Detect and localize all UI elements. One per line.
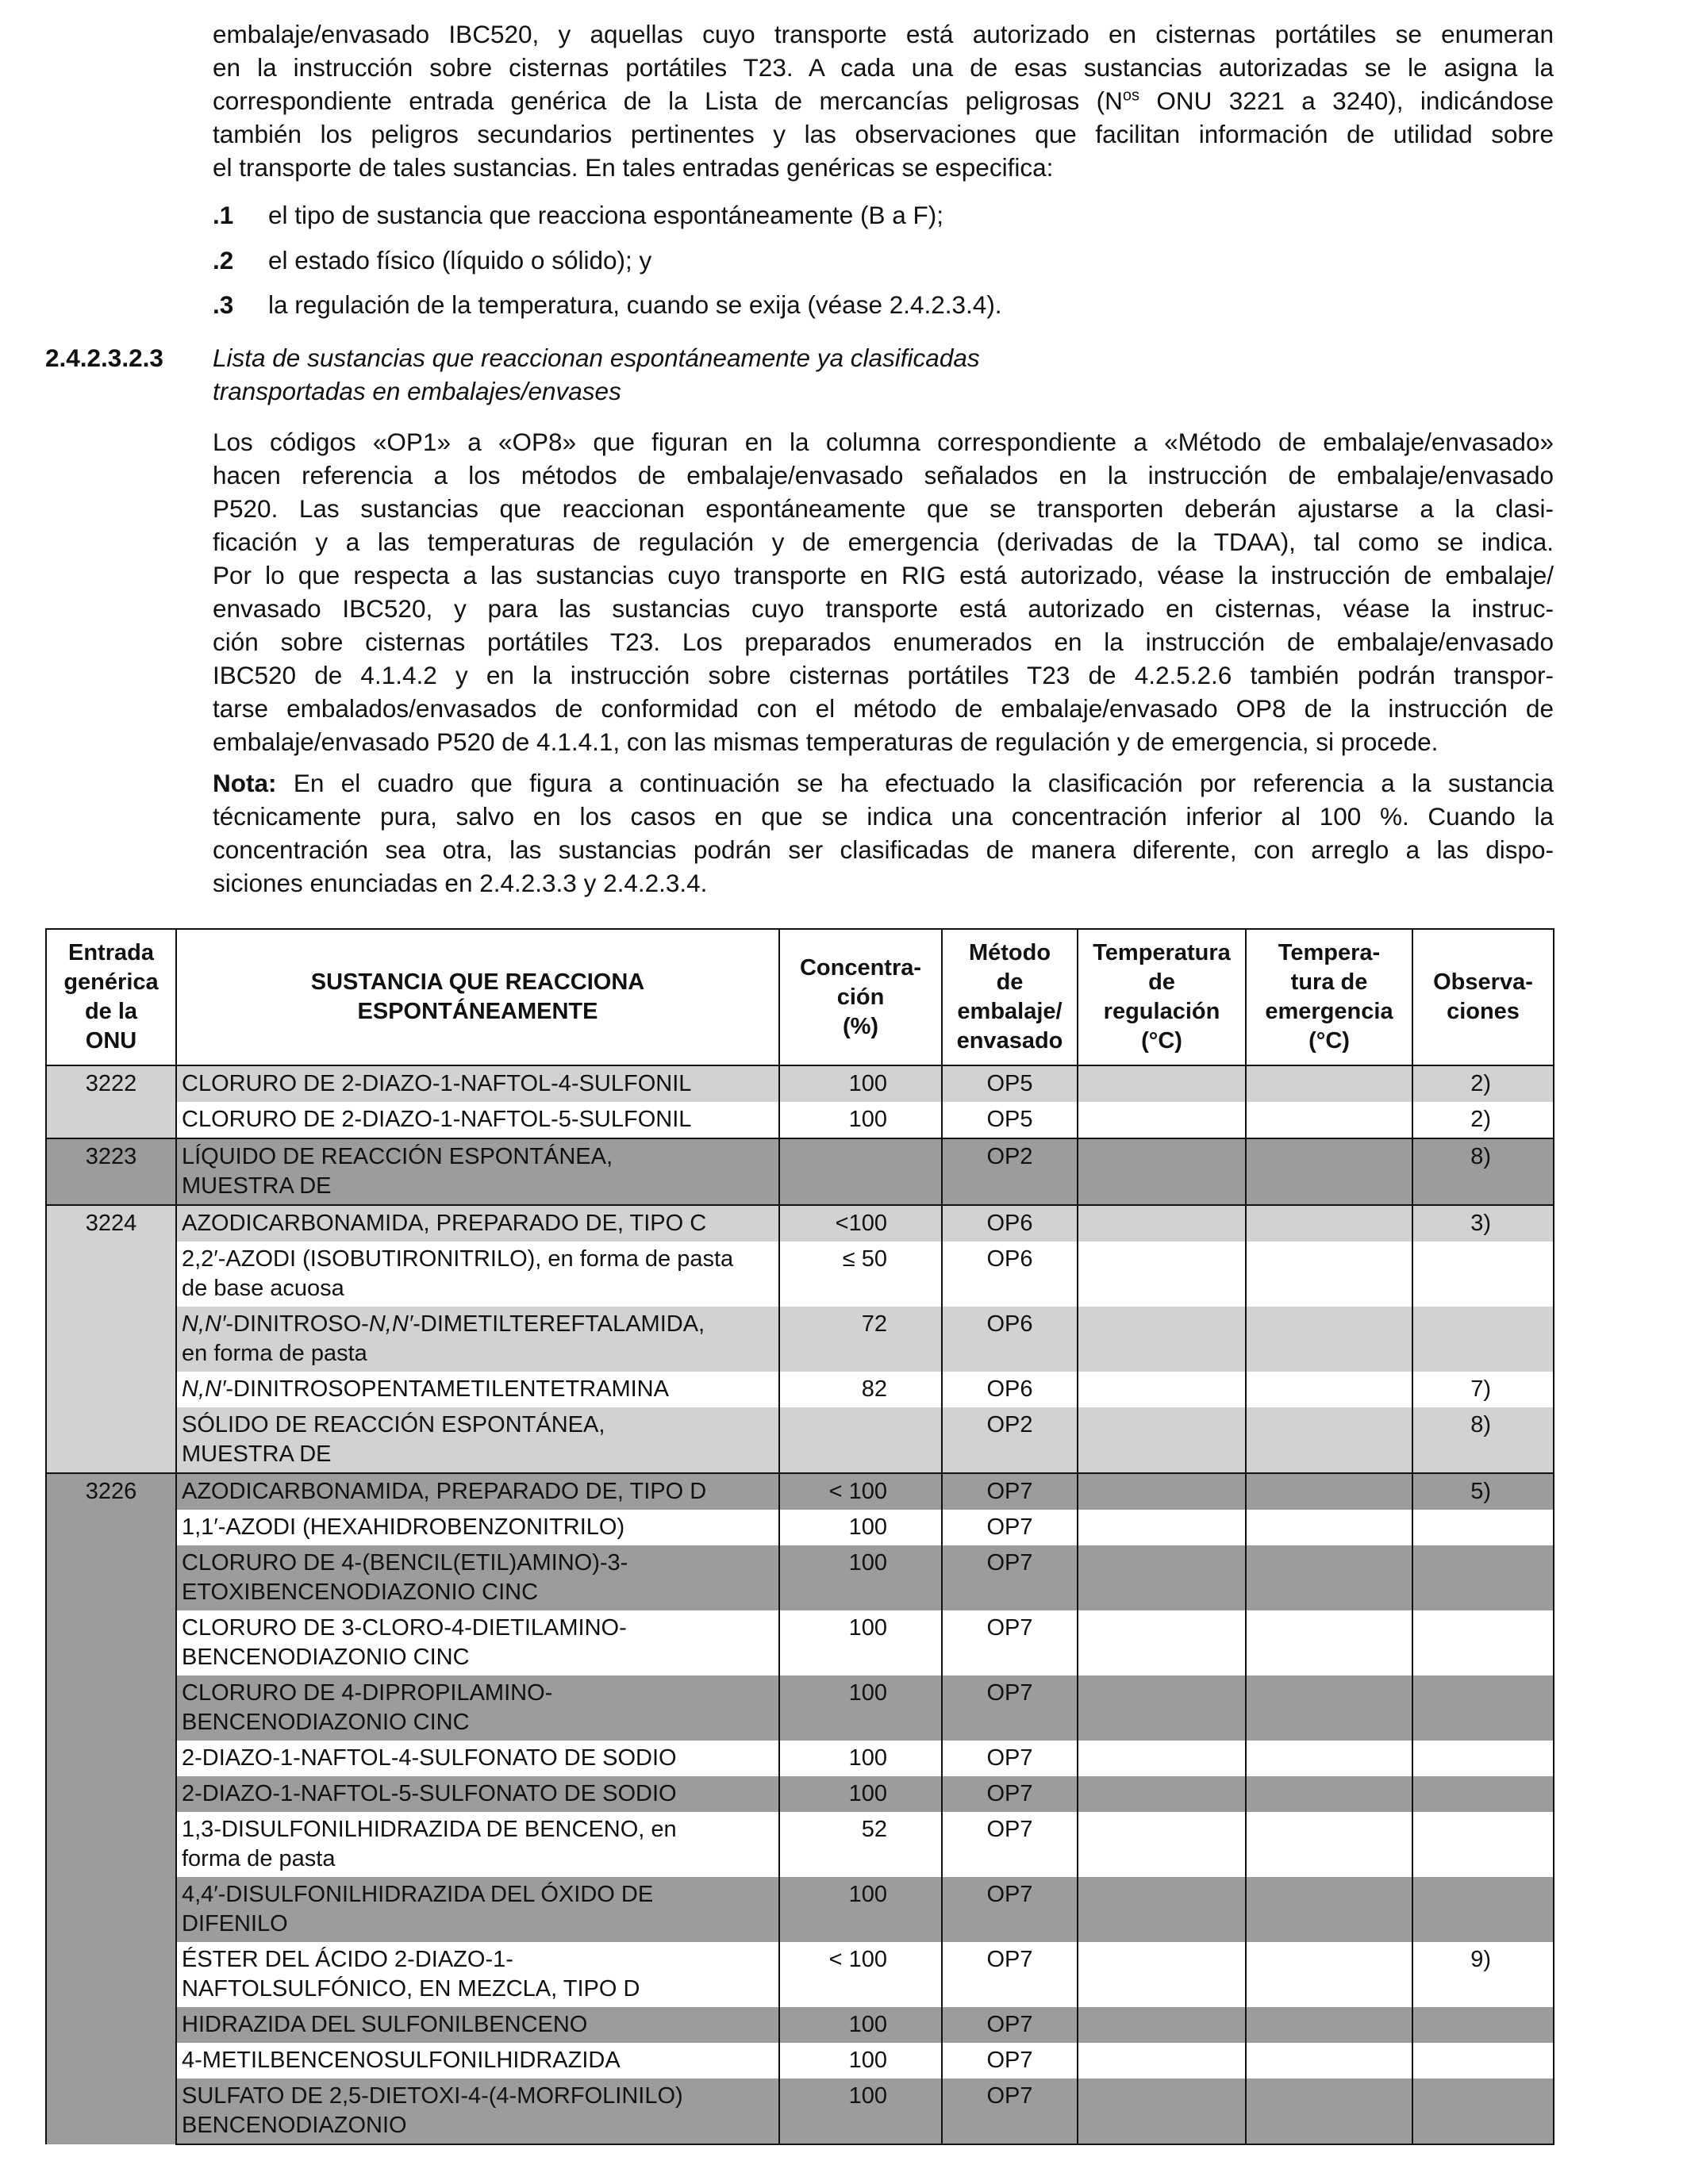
concentration-cell: 100 bbox=[779, 1776, 942, 1812]
emergency-temperature-cell bbox=[1246, 1510, 1412, 1545]
emergency-temperature-cell bbox=[1246, 1877, 1412, 1942]
table-row bbox=[46, 1942, 1554, 2007]
remarks-cell: 3) bbox=[1412, 1205, 1554, 1242]
un-number-cell: 3222 bbox=[46, 1065, 176, 1138]
concentration-cell: < 100 bbox=[779, 1473, 942, 1510]
para-line: envasado IBC520, y para las sustancias cuyo transporte está autorizado en cisternas, véase la instruc- bbox=[213, 594, 1554, 623]
emergency-temperature-cell bbox=[1246, 1307, 1412, 1372]
method-cell: OP7 bbox=[942, 1510, 1078, 1545]
emergency-temperature-cell bbox=[1246, 1776, 1412, 1812]
table-row bbox=[46, 1776, 1554, 1812]
concentration-cell bbox=[779, 1407, 942, 1473]
concentration-cell: <100 bbox=[779, 1205, 942, 1242]
table-header-row bbox=[46, 929, 1554, 1065]
table-row bbox=[46, 1545, 1554, 1610]
concentration-cell: 100 bbox=[779, 1545, 942, 1610]
control-temperature-cell bbox=[1078, 1242, 1246, 1307]
emergency-temperature-cell bbox=[1246, 2043, 1412, 2078]
substance-cell: 1,3-DISULFONILHIDRAZIDA DE BENCENO, en forma de pasta bbox=[176, 1812, 779, 1877]
substance-cell: 2-DIAZO-1-NAFTOL-5-SULFONATO DE SODIO bbox=[176, 1776, 779, 1812]
method-cell: OP7 bbox=[942, 1877, 1078, 1942]
emergency-temperature-cell bbox=[1246, 1102, 1412, 1138]
substance-cell: CLORURO DE 2-DIAZO-1-NAFTOL-4-SULFONIL bbox=[176, 1065, 779, 1102]
control-temperature-cell bbox=[1078, 1741, 1246, 1776]
control-temperature-cell bbox=[1078, 2043, 1246, 2078]
method-cell: OP7 bbox=[942, 1545, 1078, 1610]
substance-cell: HIDRAZIDA DEL SULFONILBENCENO bbox=[176, 2007, 779, 2043]
control-temperature-cell bbox=[1078, 1776, 1246, 1812]
control-temperature-cell bbox=[1078, 2078, 1246, 2144]
substance-cell: CLORURO DE 2-DIAZO-1-NAFTOL-5-SULFONIL bbox=[176, 1102, 779, 1138]
table-row bbox=[46, 1065, 1554, 1102]
method-cell: OP7 bbox=[942, 1675, 1078, 1741]
method-cell: OP7 bbox=[942, 1741, 1078, 1776]
concentration-cell: 100 bbox=[779, 1877, 942, 1942]
emergency-temperature-cell bbox=[1246, 1741, 1412, 1776]
substance-cell: CLORURO DE 4-(BENCIL(ETIL)AMINO)-3- ETOXIBENCENODIAZONIO CINC bbox=[176, 1545, 779, 1610]
intro-line: embalaje/envasado IBC520, y aquellas cuyo transporte está autorizado en cisternas portátiles se enumeran bbox=[213, 20, 1554, 48]
method-cell: OP2 bbox=[942, 1138, 1078, 1205]
control-temperature-cell bbox=[1078, 1812, 1246, 1877]
emergency-temperature-cell bbox=[1246, 1138, 1412, 1205]
method-cell: OP5 bbox=[942, 1065, 1078, 1102]
para-line: ficación y a las temperaturas de regulación y de emergencia (derivadas de la TDAA), tal como se indica. bbox=[213, 528, 1554, 556]
para-line: tarse embalados/envasados de conformidad con el método de embalaje/envasado OP8 de la instrucción de bbox=[213, 694, 1554, 723]
table-row bbox=[46, 1205, 1554, 1242]
table-row bbox=[46, 1138, 1554, 1205]
emergency-temperature-cell bbox=[1246, 1407, 1412, 1473]
emergency-temperature-cell bbox=[1246, 1065, 1412, 1102]
control-temperature-cell bbox=[1078, 1102, 1246, 1138]
remarks-cell bbox=[1412, 2078, 1554, 2144]
para-line: Los códigos «OP1» a «OP8» que figuran en la columna correspondiente a «Método de embalaje/envasado» bbox=[213, 428, 1554, 456]
para-line: IBC520 de 4.1.4.2 y en la instrucción sobre cisternas portátiles T23 de 4.2.5.2.6 también podrán transpor- bbox=[213, 661, 1554, 689]
substance-cell: 4,4′-DISULFONILHIDRAZIDA DEL ÓXIDO DE DIFENILO bbox=[176, 1877, 779, 1942]
substance-cell: 4-METILBENCENOSULFONILHIDRAZIDA bbox=[176, 2043, 779, 2078]
method-cell: OP2 bbox=[942, 1407, 1078, 1473]
table-row bbox=[46, 1473, 1554, 1510]
method-cell: OP7 bbox=[942, 1942, 1078, 2007]
emergency-temperature-cell bbox=[1246, 2007, 1412, 2043]
intro-line: también los peligros secundarios pertinentes y las observaciones que facilitan información de utilidad sobre bbox=[213, 120, 1554, 148]
table-row bbox=[46, 1372, 1554, 1407]
table-row bbox=[46, 1102, 1554, 1138]
emergency-temperature-cell bbox=[1246, 1942, 1412, 2007]
control-temperature-cell bbox=[1078, 1675, 1246, 1741]
remarks-cell: 8) bbox=[1412, 1138, 1554, 1205]
table-row bbox=[46, 1242, 1554, 1307]
emergency-temperature-cell bbox=[1246, 1242, 1412, 1307]
remarks-cell bbox=[1412, 1812, 1554, 1877]
concentration-cell: 100 bbox=[779, 1102, 942, 1138]
substance-cell: 2-DIAZO-1-NAFTOL-4-SULFONATO DE SODIO bbox=[176, 1741, 779, 1776]
table-row bbox=[46, 2078, 1554, 2144]
substance-cell: LÍQUIDO DE REACCIÓN ESPONTÁNEA, MUESTRA DE bbox=[176, 1138, 779, 1205]
header-concentration: Concentra- ción (%) bbox=[779, 929, 942, 1065]
concentration-cell: 100 bbox=[779, 2043, 942, 2078]
table-row bbox=[46, 1610, 1554, 1675]
concentration-cell: 100 bbox=[779, 1065, 942, 1102]
remarks-cell: 2) bbox=[1412, 1065, 1554, 1102]
note-paragraph: Nota: En el cuadro que figura a continuación se ha efectuado la clasificación por referencia a la sustancia técnicamente pura, salvo en los casos en que se indica una concentración inferior al 100 %. Cuando la concentración sea otra, las sustancias podrán ser clasificadas de manera diferente, con arreglo a las dispo- siciones enunciadas en 2.4.2.3.3 y 2.4.2.3.4. bbox=[213, 766, 1554, 900]
substance-cell: 1,1′-AZODI (HEXAHIDROBENZONITRILO) bbox=[176, 1510, 779, 1545]
list-item: .3 la regulación de la temperatura, cuando se exija (véase 2.4.2.3.4). bbox=[213, 290, 1002, 319]
remarks-cell bbox=[1412, 1675, 1554, 1741]
concentration-cell: 100 bbox=[779, 1675, 942, 1741]
note-line: concentración sea otra, las sustancias podrán ser clasificadas de manera diferente, con arreglo a las dispo- bbox=[213, 835, 1554, 864]
intro-paragraph bbox=[213, 17, 1554, 184]
method-cell: OP6 bbox=[942, 1372, 1078, 1407]
substances-table bbox=[45, 928, 1554, 2145]
remarks-cell: 9) bbox=[1412, 1942, 1554, 2007]
emergency-temperature-cell bbox=[1246, 2078, 1412, 2144]
method-cell: OP7 bbox=[942, 2043, 1078, 2078]
concentration-cell: 52 bbox=[779, 1812, 942, 1877]
table-row bbox=[46, 1407, 1554, 1473]
concentration-cell: 72 bbox=[779, 1307, 942, 1372]
control-temperature-cell bbox=[1078, 1545, 1246, 1610]
substance-cell: N,N′-DINITROSOPENTAMETILENTETRAMINA bbox=[176, 1372, 779, 1407]
intro-line-3: correspondiente entrada genérica de la Lista de mercancías peligrosas ($N^{os}$ ONU 3221 a 3240), indicándose bbox=[213, 86, 1554, 115]
remarks-cell: 8) bbox=[1412, 1407, 1554, 1473]
control-temperature-cell bbox=[1078, 1877, 1246, 1942]
method-cell: OP6 bbox=[942, 1205, 1078, 1242]
control-temperature-cell bbox=[1078, 2007, 1246, 2043]
method-cell: OP7 bbox=[942, 1776, 1078, 1812]
note-label: Nota: bbox=[213, 769, 277, 797]
substance-cell: SÓLIDO DE REACCIÓN ESPONTÁNEA, MUESTRA DE bbox=[176, 1407, 779, 1473]
para-line: hacen referencia a los métodos de embalaje/envasado señalados en la instrucción de embalaje/envasado bbox=[213, 461, 1554, 489]
header-method: Método de embalaje/ envasado bbox=[942, 929, 1078, 1065]
control-temperature-cell bbox=[1078, 1307, 1246, 1372]
method-cell: OP6 bbox=[942, 1307, 1078, 1372]
remarks-cell: 2) bbox=[1412, 1102, 1554, 1138]
method-cell: OP6 bbox=[942, 1242, 1078, 1307]
emergency-temperature-cell bbox=[1246, 1545, 1412, 1610]
remarks-cell bbox=[1412, 1776, 1554, 1812]
substance-cell: ÉSTER DEL ÁCIDO 2-DIAZO-1- NAFTOLSULFÓNICO, EN MEZCLA, TIPO D bbox=[176, 1942, 779, 2007]
header-remarks: Observa- ciones bbox=[1412, 929, 1554, 1065]
intro-line: el transporte de tales sustancias. En tales entradas genéricas se especifica: bbox=[213, 153, 1054, 182]
concentration-cell: 100 bbox=[779, 2007, 942, 2043]
concentration-cell bbox=[779, 1138, 942, 1205]
substance-cell: CLORURO DE 3-CLORO-4-DIETILAMINO- BENCENODIAZONIO CINC bbox=[176, 1610, 779, 1675]
emergency-temperature-cell bbox=[1246, 1610, 1412, 1675]
remarks-cell bbox=[1412, 2043, 1554, 2078]
emergency-temperature-cell bbox=[1246, 1675, 1412, 1741]
table-row bbox=[46, 1675, 1554, 1741]
table-row bbox=[46, 2007, 1554, 2043]
remarks-cell bbox=[1412, 1242, 1554, 1307]
table-row bbox=[46, 1307, 1554, 1372]
substance-cell: N,N′-DINITROSO-N,N′-DIMETILTEREFTALAMIDA, en forma de pasta bbox=[176, 1307, 779, 1372]
para-line: ción sobre cisternas portátiles T23. Los preparados enumerados en la instrucción de embalaje/envasado bbox=[213, 628, 1554, 656]
para-line: P520. Las sustancias que reaccionan espontáneamente que se transporten deberán ajustarse a la clasi- bbox=[213, 494, 1554, 523]
method-cell: OP7 bbox=[942, 1812, 1078, 1877]
remarks-cell bbox=[1412, 1610, 1554, 1675]
substance-cell: AZODICARBONAMIDA, PREPARADO DE, TIPO C bbox=[176, 1205, 779, 1242]
table-row bbox=[46, 2043, 1554, 2078]
table-row bbox=[46, 1510, 1554, 1545]
remarks-cell bbox=[1412, 1877, 1554, 1942]
concentration-cell: ≤ 50 bbox=[779, 1242, 942, 1307]
un-number-cell: 3224 bbox=[46, 1205, 176, 1473]
concentration-cell: 100 bbox=[779, 2078, 942, 2144]
emergency-temperature-cell bbox=[1246, 1372, 1412, 1407]
method-cell: OP7 bbox=[942, 2078, 1078, 2144]
substance-cell: CLORURO DE 4-DIPROPILAMINO- BENCENODIAZONIO CINC bbox=[176, 1675, 779, 1741]
control-temperature-cell bbox=[1078, 1372, 1246, 1407]
substance-cell: 2,2′-AZODI (ISOBUTIRONITRILO), en forma de pasta de base acuosa bbox=[176, 1242, 779, 1307]
header-control-temperature: Temperatura de regulación (°C) bbox=[1078, 929, 1246, 1065]
concentration-cell: 100 bbox=[779, 1741, 942, 1776]
control-temperature-cell bbox=[1078, 1473, 1246, 1510]
note-line: siciones enunciadas en 2.4.2.3.3 y 2.4.2.3.4. bbox=[213, 869, 708, 897]
concentration-cell: 100 bbox=[779, 1510, 942, 1545]
method-cell: OP7 bbox=[942, 2007, 1078, 2043]
remarks-cell bbox=[1412, 1545, 1554, 1610]
control-temperature-cell bbox=[1078, 1407, 1246, 1473]
method-cell: OP7 bbox=[942, 1610, 1078, 1675]
header-emergency-temperature: Tempera- tura de emergencia (°C) bbox=[1246, 929, 1412, 1065]
control-temperature-cell bbox=[1078, 1610, 1246, 1675]
list-item: .2 el estado físico (líquido o sólido); y bbox=[213, 246, 652, 274]
list-item: .1 el tipo de sustancia que reacciona espontáneamente (B a F); bbox=[213, 201, 944, 229]
table-row bbox=[46, 1877, 1554, 1942]
note-line: técnicamente pura, salvo en los casos en que se indica una concentración inferior al 100 %. Cuando la bbox=[213, 802, 1554, 831]
section-number: 2.4.2.3.2.3 bbox=[45, 344, 163, 372]
remarks-cell: 5) bbox=[1412, 1473, 1554, 1510]
method-cell: OP7 bbox=[942, 1473, 1078, 1510]
substance-cell: SULFATO DE 2,5-DIETOXI-4-(4-MORFOLINILO) BENCENODIAZONIO bbox=[176, 2078, 779, 2144]
table-row bbox=[46, 1741, 1554, 1776]
concentration-cell: 100 bbox=[779, 1610, 942, 1675]
control-temperature-cell bbox=[1078, 1138, 1246, 1205]
emergency-temperature-cell bbox=[1246, 1812, 1412, 1877]
substance-cell: AZODICARBONAMIDA, PREPARADO DE, TIPO D bbox=[176, 1473, 779, 1510]
control-temperature-cell bbox=[1078, 1942, 1246, 2007]
emergency-temperature-cell bbox=[1246, 1205, 1412, 1242]
header-un-entry: Entrada genérica de la ONU bbox=[46, 929, 176, 1065]
remarks-cell bbox=[1412, 1741, 1554, 1776]
table-row bbox=[46, 1812, 1554, 1877]
remarks-cell: 7) bbox=[1412, 1372, 1554, 1407]
control-temperature-cell bbox=[1078, 1510, 1246, 1545]
remarks-cell bbox=[1412, 2007, 1554, 2043]
control-temperature-cell bbox=[1078, 1205, 1246, 1242]
concentration-cell: < 100 bbox=[779, 1942, 942, 2007]
intro-line: en la instrucción sobre cisternas portátiles T23. A cada una de esas sustancias autorizadas se le asigna la bbox=[213, 53, 1554, 82]
un-number-cell: 3223 bbox=[46, 1138, 176, 1205]
remarks-cell bbox=[1412, 1510, 1554, 1545]
body-paragraph bbox=[213, 425, 1554, 758]
para-line: Por lo que respecta a las sustancias cuyo transporte en RIG está autorizado, véase la instrucción de embalaje/ bbox=[213, 561, 1554, 589]
emergency-temperature-cell bbox=[1246, 1473, 1412, 1510]
control-temperature-cell bbox=[1078, 1065, 1246, 1102]
remarks-cell bbox=[1412, 1307, 1554, 1372]
un-number-cell: 3226 bbox=[46, 1473, 176, 2144]
para-line: embalaje/envasado P520 de 4.1.4.1, con las mismas temperaturas de regulación y de emergencia, si procede. bbox=[213, 727, 1439, 756]
table-body bbox=[46, 1065, 1554, 2144]
section-title: Lista de sustancias que reaccionan espontáneamente ya clasificadas transportadas en embalajes/envases bbox=[213, 344, 980, 405]
concentration-cell: 82 bbox=[779, 1372, 942, 1407]
header-substance: SUSTANCIA QUE REACCIONA ESPONTÁNEAMENTE bbox=[176, 929, 779, 1065]
method-cell: OP5 bbox=[942, 1102, 1078, 1138]
